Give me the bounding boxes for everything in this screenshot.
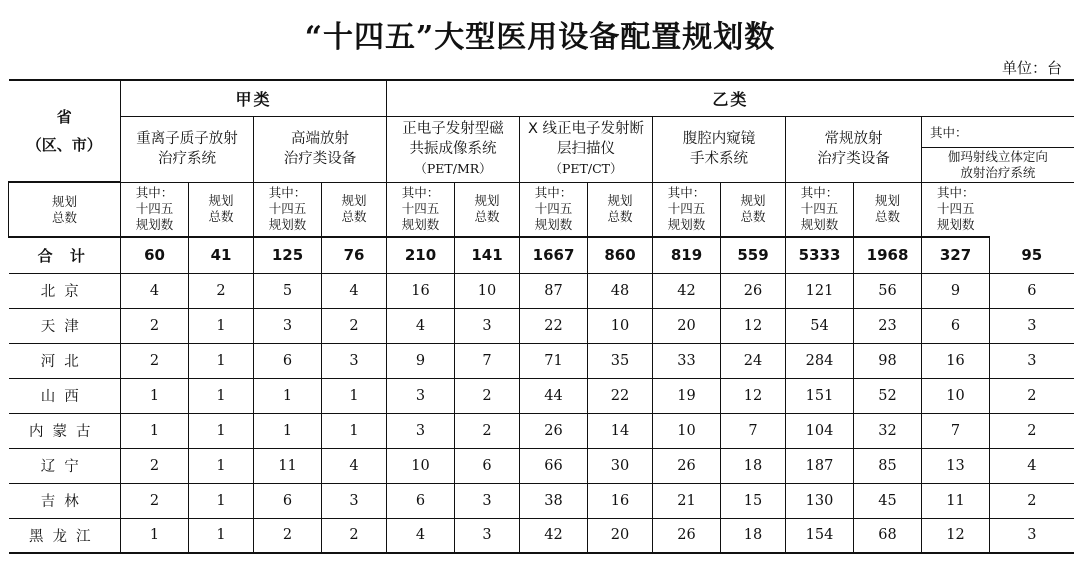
col-header-14th-five-year: [387, 182, 455, 237]
table-cell: 11: [254, 448, 322, 483]
table-cell: 68: [854, 518, 922, 553]
table-cell: 23: [854, 308, 922, 343]
totals-cell: 60: [121, 237, 189, 273]
table-cell: 6: [254, 343, 322, 378]
col-header-line: 规划数: [401, 217, 440, 233]
table-cell: 5: [254, 273, 322, 308]
province-header-line2: （区、市）: [26, 136, 102, 154]
table-cell: 15: [721, 483, 786, 518]
system-header-pet-ct: [520, 116, 653, 182]
page-title: “十四五”大型医用设备配置规划数: [304, 20, 776, 55]
table-cell: 11: [922, 483, 990, 518]
totals-cell: 860: [588, 237, 653, 273]
table-cell: 1: [189, 413, 254, 448]
col-header-line: 十四五: [534, 201, 573, 217]
table-cell: 130: [786, 483, 854, 518]
col-header-line: 规划: [208, 193, 234, 209]
col-header-line: 规划数: [937, 217, 975, 233]
table-cell: 32: [854, 413, 922, 448]
table-cell: 1: [121, 413, 189, 448]
table-row: [9, 273, 1074, 308]
table-cell: 7: [455, 343, 520, 378]
table-cell: 3: [387, 413, 455, 448]
system-header-line: 正电子发射型磁: [402, 121, 504, 137]
col-header-planned-total: [455, 182, 520, 237]
col-header-line: 规划数: [667, 217, 706, 233]
gamma-qizhong-label: 其中：: [922, 116, 1074, 147]
table-cell: 30: [588, 448, 653, 483]
col-header-14th-five-year: [653, 182, 721, 237]
table-cell: 16: [387, 273, 455, 308]
table-cell: 2: [121, 483, 189, 518]
table-cell: 3: [990, 308, 1074, 343]
col-header-planned-total: [322, 182, 387, 237]
province-cell: 内蒙古: [9, 413, 121, 448]
table-cell: 3: [254, 308, 322, 343]
col-header-line: 规划: [607, 193, 633, 209]
col-header-planned-total: [189, 182, 254, 237]
table-cell: 16: [922, 343, 990, 378]
province-cell: 黑龙江: [9, 518, 121, 553]
table-cell: 54: [786, 308, 854, 343]
col-header-planned-total: [9, 182, 121, 237]
col-header-line: 总数: [740, 209, 766, 225]
totals-label: 合 计: [9, 237, 121, 273]
table-cell: 87: [520, 273, 588, 308]
table-cell: 38: [520, 483, 588, 518]
table-cell: 3: [322, 483, 387, 518]
table-cell: 21: [653, 483, 721, 518]
totals-cell: 125: [254, 237, 322, 273]
class-a-header: 甲类: [121, 80, 387, 116]
col-header-line: 其中：: [800, 185, 839, 201]
table-cell: 10: [387, 448, 455, 483]
table-cell: 187: [786, 448, 854, 483]
system-header-pet-mr: [387, 116, 520, 182]
table-cell: 42: [653, 273, 721, 308]
table-cell: 20: [588, 518, 653, 553]
table-cell: 26: [653, 518, 721, 553]
totals-cell: 819: [653, 237, 721, 273]
col-header-line: 其中：: [268, 185, 307, 201]
col-header-line: 十四五: [401, 201, 440, 217]
table-cell: 2: [189, 273, 254, 308]
table-cell: 1: [322, 413, 387, 448]
table-cell: 3: [455, 308, 520, 343]
table-row: [9, 448, 1074, 483]
province-cell: 山西: [9, 378, 121, 413]
table-cell: 4: [387, 308, 455, 343]
table-cell: 154: [786, 518, 854, 553]
table-cell: 3: [990, 518, 1074, 553]
system-header-line: 治疗系统: [158, 151, 216, 167]
table-cell: 85: [854, 448, 922, 483]
table-cell: 7: [721, 413, 786, 448]
table-cell: 6: [922, 308, 990, 343]
table-row: [9, 308, 1074, 343]
system-header-conventional-radiotherapy: [786, 116, 922, 182]
table-cell: 2: [121, 308, 189, 343]
table-cell: 14: [588, 413, 653, 448]
col-header-line: 十四五: [937, 201, 975, 217]
col-header-planned-total: [854, 182, 922, 237]
table-cell: 2: [322, 518, 387, 553]
system-header-line: （PET/MR）: [414, 161, 492, 176]
table-cell: 3: [455, 518, 520, 553]
col-header-line: 总数: [607, 209, 633, 225]
table-cell: 22: [588, 378, 653, 413]
table-cell: 33: [653, 343, 721, 378]
table-row: [9, 518, 1074, 553]
col-header-line: 总数: [875, 209, 901, 225]
table-cell: 9: [922, 273, 990, 308]
table-cell: 98: [854, 343, 922, 378]
col-header-line: 规划数: [135, 217, 174, 233]
table-cell: 121: [786, 273, 854, 308]
table-cell: 6: [387, 483, 455, 518]
table-cell: 2: [121, 448, 189, 483]
system-header-line: 手术系统: [690, 151, 749, 167]
system-header-line: 伽玛射线立体定向: [947, 148, 1048, 164]
table-cell: 66: [520, 448, 588, 483]
system-header-line: 常规放射: [824, 131, 883, 147]
table-cell: 44: [520, 378, 588, 413]
col-header-line: 规划数: [800, 217, 839, 233]
table-cell: 4: [322, 273, 387, 308]
totals-cell: 327: [922, 237, 990, 273]
table-cell: 104: [786, 413, 854, 448]
table-cell: 1: [322, 378, 387, 413]
totals-cell: 1667: [520, 237, 588, 273]
table-cell: 35: [588, 343, 653, 378]
table-cell: 56: [854, 273, 922, 308]
table-cell: 45: [854, 483, 922, 518]
col-header-line: 总数: [208, 209, 234, 225]
table-cell: 22: [520, 308, 588, 343]
table-cell: 12: [721, 378, 786, 413]
table-row: [9, 378, 1074, 413]
table-cell: 2: [121, 343, 189, 378]
table-cell: 12: [922, 518, 990, 553]
col-header-line: 规划数: [268, 217, 307, 233]
system-header-line: 治疗类设备: [817, 151, 890, 167]
table-cell: 2: [990, 413, 1074, 448]
table-cell: 71: [520, 343, 588, 378]
table-cell: 2: [990, 483, 1074, 518]
table-cell: 1: [189, 378, 254, 413]
col-header-line: 规划: [875, 193, 901, 209]
col-header-line: 其中：: [135, 185, 174, 201]
system-header-line: 共振成像系统: [409, 141, 497, 157]
col-header-line: 其中：: [401, 185, 440, 201]
table-cell: 1: [189, 308, 254, 343]
table-cell: 1: [189, 343, 254, 378]
totals-cell: 5333: [786, 237, 854, 273]
unit-label: 单位：台: [1001, 59, 1062, 77]
table-row: [9, 483, 1074, 518]
province-cell: 辽宁: [9, 448, 121, 483]
table-cell: 12: [721, 308, 786, 343]
totals-cell: 1968: [854, 237, 922, 273]
col-header-line: 规划: [341, 193, 367, 209]
table-cell: 2: [254, 518, 322, 553]
col-header-14th-five-year: [786, 182, 854, 237]
table-cell: 18: [721, 518, 786, 553]
system-header-line: 层扫描仪: [557, 141, 616, 157]
col-header-line: 其中：: [534, 185, 573, 201]
table-cell: 3: [387, 378, 455, 413]
table-cell: 16: [588, 483, 653, 518]
table-cell: 6: [254, 483, 322, 518]
system-header-line: X 线正电子发射断: [527, 121, 645, 137]
table-cell: 2: [322, 308, 387, 343]
table-cell: 19: [653, 378, 721, 413]
system-header-line: 腹腔内窥镜: [682, 131, 756, 147]
col-header-line: 规划: [51, 193, 77, 209]
system-header-heavy-ion: [121, 116, 254, 182]
table-cell: 1: [189, 448, 254, 483]
table-cell: 1: [189, 518, 254, 553]
col-header-14th-five-year: [520, 182, 588, 237]
table-cell: 48: [588, 273, 653, 308]
totals-row: [9, 237, 1074, 273]
system-header-gamma-knife: [922, 147, 1074, 182]
table-cell: 10: [922, 378, 990, 413]
col-header-line: 其中：: [667, 185, 706, 201]
totals-cell: 141: [455, 237, 520, 273]
system-header-line: （PET/CT）: [549, 161, 623, 176]
province-cell: 北京: [9, 273, 121, 308]
col-header-line: 十四五: [667, 201, 706, 217]
col-header-line: 规划: [474, 193, 500, 209]
table-row: [9, 343, 1074, 378]
table-cell: 6: [455, 448, 520, 483]
table-cell: 3: [990, 343, 1074, 378]
table-cell: 4: [121, 273, 189, 308]
system-header-high-end-radiotherapy: [254, 116, 387, 182]
col-header-line: 十四五: [135, 201, 174, 217]
table-cell: 3: [455, 483, 520, 518]
table-cell: 4: [387, 518, 455, 553]
table-cell: 2: [990, 378, 1074, 413]
col-header-line: 规划数: [534, 217, 573, 233]
table-cell: 151: [786, 378, 854, 413]
province-header: [9, 80, 121, 182]
system-header-line: 重离子质子放射: [136, 131, 238, 147]
province-cell: 河北: [9, 343, 121, 378]
table-cell: 26: [721, 273, 786, 308]
col-header-line: 十四五: [268, 201, 307, 217]
table-cell: 3: [322, 343, 387, 378]
allocation-table: [8, 79, 1074, 554]
table-row: [9, 413, 1074, 448]
totals-cell: 210: [387, 237, 455, 273]
col-header-line: 总数: [51, 209, 77, 225]
table-cell: 10: [455, 273, 520, 308]
table-cell: 7: [922, 413, 990, 448]
province-cell: 天津: [9, 308, 121, 343]
table-cell: 1: [254, 413, 322, 448]
table-cell: 2: [455, 413, 520, 448]
col-header-line: 规划: [740, 193, 766, 209]
province-header-line1: 省: [56, 108, 72, 126]
province-cell: 吉林: [9, 483, 121, 518]
totals-cell: 41: [189, 237, 254, 273]
table-cell: 1: [254, 378, 322, 413]
table-cell: 42: [520, 518, 588, 553]
table-cell: 10: [653, 413, 721, 448]
table-cell: 26: [653, 448, 721, 483]
table-cell: 6: [990, 273, 1074, 308]
col-header-line: 其中：: [937, 185, 975, 201]
table-cell: 26: [520, 413, 588, 448]
class-b-header: 乙类: [387, 80, 1074, 116]
system-header-laparoscopic: [653, 116, 786, 182]
table-cell: 1: [121, 378, 189, 413]
col-header-line: 总数: [341, 209, 367, 225]
totals-cell: 76: [322, 237, 387, 273]
system-header-line: 治疗类设备: [283, 151, 357, 167]
col-header-line: 总数: [474, 209, 500, 225]
col-header-14th-five-year: [922, 182, 990, 237]
col-header-14th-five-year: [254, 182, 322, 237]
table-cell: 9: [387, 343, 455, 378]
table-cell: 284: [786, 343, 854, 378]
col-header-line: 十四五: [800, 201, 839, 217]
table-cell: 24: [721, 343, 786, 378]
table-cell: 18: [721, 448, 786, 483]
system-header-line: 放射治疗系统: [960, 164, 1036, 180]
table-cell: 2: [455, 378, 520, 413]
table-cell: 4: [322, 448, 387, 483]
table-cell: 1: [121, 518, 189, 553]
col-header-planned-total: [721, 182, 786, 237]
col-header-planned-total: [588, 182, 653, 237]
col-header-14th-five-year: [121, 182, 189, 237]
table-cell: 52: [854, 378, 922, 413]
table-cell: 10: [588, 308, 653, 343]
table-cell: 13: [922, 448, 990, 483]
table-cell: 4: [990, 448, 1074, 483]
totals-cell: 559: [721, 237, 786, 273]
table-cell: 20: [653, 308, 721, 343]
table-cell: 1: [189, 483, 254, 518]
subcolumn-header-row: [9, 182, 1074, 237]
system-header-line: 高端放射: [291, 131, 349, 147]
totals-cell: 95: [990, 237, 1074, 273]
